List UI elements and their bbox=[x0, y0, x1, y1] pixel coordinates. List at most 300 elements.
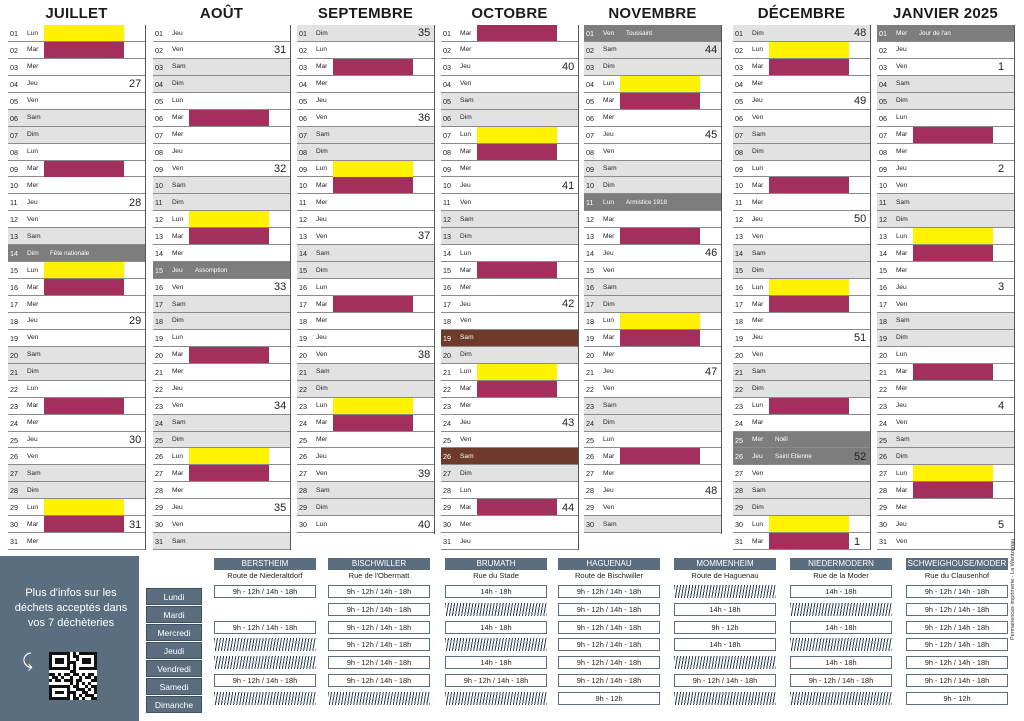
day-of-week: Dim bbox=[172, 317, 184, 325]
opening-hours: 9h - 12h / 14h - 18h bbox=[906, 603, 1008, 616]
day-row bbox=[733, 194, 870, 211]
day-number: 01 bbox=[299, 29, 307, 38]
day-number: 22 bbox=[586, 384, 594, 394]
day-number: 07 bbox=[735, 130, 743, 140]
day-number: 02 bbox=[586, 45, 594, 55]
day-row bbox=[153, 127, 290, 144]
day-number: 15 bbox=[735, 266, 743, 276]
day-row bbox=[8, 177, 145, 194]
day-number: 04 bbox=[10, 79, 18, 89]
day-of-week: Lun bbox=[896, 114, 908, 122]
red-collection-bar bbox=[44, 161, 124, 177]
day-number: 14 bbox=[155, 249, 163, 259]
month-column-décembre bbox=[733, 0, 870, 552]
yellow-collection-bar bbox=[769, 279, 849, 295]
day-row bbox=[8, 347, 145, 364]
week-number: 35 bbox=[274, 501, 287, 514]
day-number: 12 bbox=[735, 215, 743, 225]
site-address: Rue du Stade bbox=[473, 571, 519, 580]
day-row bbox=[584, 516, 721, 533]
yellow-collection-bar bbox=[44, 25, 124, 41]
weekday-label-samedi: Samedi bbox=[146, 678, 202, 695]
day-number: 16 bbox=[299, 283, 307, 293]
day-of-week: Mar bbox=[752, 537, 764, 545]
day-number: 30 bbox=[155, 520, 163, 530]
day-of-week: Lun bbox=[172, 97, 184, 105]
day-number: 19 bbox=[155, 333, 163, 343]
day-number: 03 bbox=[10, 62, 18, 72]
opening-hours: 9h - 12h / 14h - 18h bbox=[906, 621, 1008, 634]
column-divider bbox=[290, 25, 291, 550]
day-of-week: Mer bbox=[896, 503, 908, 511]
day-number: 06 bbox=[155, 113, 163, 123]
day-row bbox=[297, 482, 434, 499]
day-row bbox=[877, 262, 1014, 279]
day-of-week: Lun bbox=[27, 148, 39, 156]
day-number: 03 bbox=[299, 62, 307, 72]
day-row bbox=[733, 347, 870, 364]
day-number: 24 bbox=[10, 418, 18, 428]
day-row bbox=[441, 347, 578, 364]
day-of-week: Lun bbox=[752, 402, 764, 410]
day-number: 29 bbox=[735, 503, 743, 513]
month-column-janvier-2025 bbox=[877, 0, 1014, 552]
day-number: 14 bbox=[443, 249, 451, 259]
day-row bbox=[584, 76, 721, 93]
day-number: 03 bbox=[443, 62, 451, 72]
closed-hatch bbox=[214, 656, 316, 669]
day-number: 19 bbox=[586, 333, 594, 343]
day-of-week: Lun bbox=[27, 29, 39, 37]
week-number: 41 bbox=[562, 179, 575, 192]
day-number: 17 bbox=[879, 300, 887, 309]
printer-credit: Permanences imprimerie - La Wantzenau bbox=[1010, 538, 1016, 640]
day-number: 22 bbox=[299, 384, 307, 394]
day-number: 17 bbox=[10, 300, 18, 309]
qr-code-icon[interactable] bbox=[49, 652, 97, 700]
day-row bbox=[8, 313, 145, 330]
day-list bbox=[733, 25, 870, 550]
red-collection-bar bbox=[913, 127, 993, 143]
day-of-week: Mar bbox=[896, 486, 908, 494]
day-row bbox=[441, 330, 578, 347]
day-of-week: Jeu bbox=[316, 215, 327, 223]
day-of-week: Jeu bbox=[460, 63, 471, 71]
week-number: 4 bbox=[998, 399, 1005, 412]
day-row bbox=[584, 296, 721, 313]
day-of-week: Dim bbox=[603, 181, 615, 189]
qr-module bbox=[82, 697, 85, 700]
day-of-week: Ven bbox=[603, 503, 615, 511]
day-row bbox=[153, 499, 290, 516]
day-of-week: Mer bbox=[460, 165, 472, 172]
site-address: Route de Haguenau bbox=[691, 571, 759, 580]
day-of-week: Dim bbox=[896, 334, 908, 342]
day-of-week: Ven bbox=[460, 317, 472, 325]
day-row bbox=[877, 25, 1014, 42]
day-number: 09 bbox=[879, 164, 887, 174]
day-of-week: Mar bbox=[460, 503, 472, 511]
day-number: 18 bbox=[586, 316, 594, 326]
day-of-week: Jeu bbox=[172, 266, 183, 274]
day-row bbox=[584, 177, 721, 194]
day-number: 01 bbox=[155, 29, 163, 38]
day-number: 11 bbox=[735, 198, 743, 208]
day-number: 23 bbox=[735, 401, 743, 411]
site-address: Route de Niederaltdorf bbox=[227, 571, 303, 580]
day-row bbox=[8, 482, 145, 499]
day-row bbox=[584, 398, 721, 415]
day-row bbox=[584, 432, 721, 449]
day-row bbox=[153, 245, 290, 262]
day-of-week: Jeu bbox=[172, 503, 183, 511]
day-number: 05 bbox=[586, 96, 594, 106]
day-of-week: Sam bbox=[896, 198, 910, 206]
day-of-week: Mer bbox=[172, 249, 184, 257]
day-row bbox=[441, 313, 578, 330]
day-of-week: Sam bbox=[27, 351, 41, 359]
day-of-week: Sam bbox=[603, 283, 617, 291]
day-number: 29 bbox=[443, 503, 451, 513]
red-collection-bar bbox=[913, 482, 993, 498]
day-row bbox=[8, 127, 145, 144]
day-number: 03 bbox=[735, 62, 743, 72]
opening-hours: 9h - 12h / 14h - 18h bbox=[674, 674, 776, 687]
day-of-week: Mer bbox=[172, 486, 184, 494]
day-of-week: Jeu bbox=[752, 97, 763, 105]
day-number: 06 bbox=[879, 113, 887, 123]
day-row bbox=[733, 25, 870, 42]
day-of-week: Ven bbox=[752, 469, 764, 477]
day-of-week: Ven bbox=[316, 469, 328, 477]
day-of-week: Ven bbox=[27, 97, 39, 105]
day-number: 08 bbox=[735, 147, 743, 157]
curved-arrow-icon: ⤹ bbox=[22, 651, 33, 671]
day-of-week: Ven bbox=[603, 385, 615, 393]
day-number: 25 bbox=[10, 435, 18, 445]
day-row bbox=[8, 144, 145, 161]
month-title: JANVIER 2025 bbox=[893, 5, 998, 22]
day-number: 02 bbox=[735, 45, 743, 55]
day-row bbox=[8, 432, 145, 449]
day-row bbox=[441, 25, 578, 42]
day-number: 24 bbox=[299, 418, 307, 428]
day-row bbox=[584, 279, 721, 296]
day-of-week: Mar bbox=[460, 148, 472, 156]
day-number: 28 bbox=[10, 486, 18, 496]
day-row bbox=[297, 516, 434, 533]
day-row bbox=[153, 448, 290, 465]
day-of-week: Sam bbox=[896, 80, 910, 88]
opening-hours: 9h - 12h / 14h - 18h bbox=[558, 621, 660, 634]
day-of-week: Mar bbox=[460, 29, 472, 37]
day-row bbox=[8, 296, 145, 313]
day-row bbox=[877, 398, 1014, 415]
day-number: 22 bbox=[879, 384, 887, 394]
day-of-week: Mar bbox=[603, 215, 615, 223]
qr-module bbox=[88, 688, 91, 691]
week-number: 52 bbox=[854, 450, 867, 463]
day-row bbox=[8, 211, 145, 228]
day-of-week: Dim bbox=[27, 368, 39, 376]
day-row bbox=[153, 161, 290, 178]
day-of-week: Mer bbox=[896, 29, 908, 37]
opening-hours: 14h - 18h bbox=[674, 638, 776, 651]
day-of-week: Mer bbox=[603, 351, 615, 359]
day-number: 20 bbox=[155, 350, 163, 360]
day-row bbox=[584, 194, 721, 211]
day-number: 23 bbox=[155, 401, 163, 411]
opening-hours: 9h - 12h / 14h - 18h bbox=[558, 585, 660, 598]
day-of-week: Mer bbox=[316, 317, 328, 325]
day-row bbox=[297, 330, 434, 347]
opening-hours: 9h - 12h / 14h - 18h bbox=[906, 585, 1008, 598]
day-number: 07 bbox=[299, 130, 307, 140]
day-of-week: Dim bbox=[752, 148, 764, 156]
day-of-week: Lun bbox=[896, 351, 908, 359]
weekday-label-jeudi: Jeudi bbox=[146, 642, 202, 659]
day-of-week: Sam bbox=[752, 486, 766, 494]
day-number: 18 bbox=[155, 316, 163, 326]
day-number: 25 bbox=[586, 435, 594, 445]
day-row bbox=[297, 42, 434, 59]
day-of-week: Dim bbox=[752, 503, 764, 511]
day-of-week: Mar bbox=[172, 351, 184, 359]
day-of-week: Ven bbox=[172, 402, 184, 410]
day-row bbox=[153, 110, 290, 127]
day-number: 18 bbox=[735, 316, 743, 326]
day-number: 26 bbox=[443, 452, 451, 462]
day-row bbox=[297, 59, 434, 76]
day-number: 14 bbox=[586, 249, 594, 259]
day-of-week: Ven bbox=[896, 419, 908, 427]
week-number: 45 bbox=[705, 128, 718, 141]
day-number: 09 bbox=[155, 164, 163, 174]
day-row bbox=[584, 262, 721, 279]
day-row bbox=[441, 364, 578, 381]
day-number: 22 bbox=[443, 384, 451, 394]
day-row bbox=[584, 330, 721, 347]
red-collection-bar bbox=[477, 144, 557, 160]
day-row bbox=[584, 228, 721, 245]
day-of-week: Ven bbox=[27, 334, 39, 342]
day-number: 20 bbox=[299, 350, 307, 360]
day-row bbox=[8, 262, 145, 279]
day-number: 23 bbox=[10, 401, 18, 411]
closed-hatch bbox=[790, 638, 892, 651]
day-row bbox=[441, 482, 578, 499]
day-number: 21 bbox=[10, 367, 18, 377]
day-row bbox=[153, 59, 290, 76]
day-of-week: Mer bbox=[27, 181, 39, 189]
yellow-collection-bar bbox=[44, 499, 124, 515]
day-number: 04 bbox=[735, 79, 743, 89]
day-of-week: Jeu bbox=[172, 29, 183, 37]
day-of-week: Ven bbox=[752, 114, 764, 122]
day-of-week: Jeu bbox=[752, 452, 763, 460]
day-of-week: Ven bbox=[603, 266, 615, 274]
day-row bbox=[8, 42, 145, 59]
month-title: SEPTEMBRE bbox=[317, 5, 414, 22]
day-number: 19 bbox=[10, 333, 18, 343]
month-title: AOÛT bbox=[199, 5, 244, 22]
day-list bbox=[441, 25, 578, 550]
day-number: 23 bbox=[299, 401, 307, 411]
day-number: 06 bbox=[10, 113, 18, 123]
closed-hatch bbox=[445, 603, 547, 616]
opening-hours: 9h - 12h bbox=[906, 692, 1008, 705]
day-number: 10 bbox=[879, 181, 887, 191]
day-of-week: Mer bbox=[896, 266, 908, 274]
day-number: 09 bbox=[299, 164, 307, 174]
day-list bbox=[877, 25, 1014, 550]
day-of-week: Jeu bbox=[460, 537, 471, 545]
day-of-week: Dim bbox=[460, 114, 472, 122]
yellow-collection-bar bbox=[189, 211, 269, 227]
day-number: 18 bbox=[443, 316, 451, 326]
day-of-week: Ven bbox=[460, 198, 472, 206]
day-number: 21 bbox=[586, 367, 594, 377]
day-row bbox=[441, 144, 578, 161]
day-row bbox=[297, 381, 434, 398]
day-row bbox=[441, 110, 578, 127]
weekday-column bbox=[146, 588, 202, 714]
day-of-week: Ven bbox=[27, 215, 39, 223]
opening-hours: 14h - 18h bbox=[445, 621, 547, 634]
day-row bbox=[733, 279, 870, 296]
day-number: 28 bbox=[735, 486, 743, 496]
day-row bbox=[297, 364, 434, 381]
day-number: 11 bbox=[586, 198, 594, 208]
day-of-week: Sam bbox=[172, 537, 186, 545]
yellow-collection-bar bbox=[620, 313, 700, 329]
yellow-collection-bar bbox=[333, 161, 413, 177]
day-of-week: Dim bbox=[172, 436, 184, 443]
day-of-week: Sam bbox=[896, 436, 910, 443]
closed-hatch bbox=[214, 692, 316, 705]
day-row bbox=[441, 432, 578, 449]
day-of-week: Sam bbox=[752, 368, 766, 376]
week-number: 47 bbox=[705, 366, 718, 378]
qr-module bbox=[76, 658, 79, 661]
day-row bbox=[297, 110, 434, 127]
day-of-week: Mar bbox=[172, 232, 184, 240]
day-of-week: Lun bbox=[27, 385, 39, 393]
opening-hours: 9h - 12h / 14h - 18h bbox=[328, 656, 430, 669]
red-collection-bar bbox=[620, 448, 700, 464]
closed-hatch bbox=[674, 656, 776, 669]
day-of-week: Lun bbox=[27, 266, 39, 274]
day-number: 28 bbox=[299, 486, 307, 496]
day-of-week: Mar bbox=[752, 419, 764, 427]
day-of-week: Mar bbox=[603, 452, 615, 460]
week-number: 3 bbox=[998, 281, 1005, 294]
day-number: 01 bbox=[443, 29, 451, 38]
day-of-week: Dim bbox=[460, 232, 472, 240]
day-of-week: Jeu bbox=[316, 97, 327, 105]
red-collection-bar bbox=[477, 381, 557, 397]
week-number: 49 bbox=[854, 94, 867, 107]
day-number: 25 bbox=[735, 435, 743, 445]
day-row bbox=[8, 194, 145, 211]
day-row bbox=[733, 177, 870, 194]
day-of-week: Ven bbox=[316, 232, 328, 240]
day-number: 11 bbox=[155, 198, 163, 208]
day-row bbox=[441, 93, 578, 110]
day-of-week: Mar bbox=[316, 63, 328, 71]
site-schweighouse-moder bbox=[906, 558, 1008, 710]
day-of-week: Mer bbox=[27, 300, 39, 308]
day-number: 16 bbox=[10, 283, 18, 293]
day-row bbox=[733, 499, 870, 516]
day-of-week: Lun bbox=[316, 165, 328, 172]
day-number: 03 bbox=[879, 62, 887, 72]
qr-module bbox=[58, 679, 61, 682]
opening-hours: 9h - 12h / 14h - 18h bbox=[214, 674, 316, 687]
red-collection-bar bbox=[44, 398, 124, 414]
day-row bbox=[877, 415, 1014, 432]
day-number: 25 bbox=[879, 435, 887, 445]
day-row bbox=[8, 228, 145, 245]
closed-hatch bbox=[674, 585, 776, 598]
day-of-week: Dim bbox=[316, 503, 328, 511]
day-number: 05 bbox=[879, 96, 887, 106]
day-of-week: Mer bbox=[896, 385, 908, 393]
qr-module bbox=[49, 679, 52, 682]
day-row bbox=[584, 415, 721, 432]
day-row bbox=[297, 177, 434, 194]
day-number: 04 bbox=[879, 79, 887, 89]
day-row bbox=[297, 279, 434, 296]
day-row bbox=[441, 448, 578, 465]
week-number: 48 bbox=[705, 484, 718, 497]
day-of-week: Sam bbox=[460, 97, 474, 105]
day-number: 07 bbox=[10, 130, 18, 140]
day-row bbox=[733, 313, 870, 330]
day-of-week: Jeu bbox=[603, 131, 614, 139]
day-number: 16 bbox=[155, 283, 163, 293]
opening-hours: 9h - 12h bbox=[674, 621, 776, 634]
day-number: 20 bbox=[735, 350, 743, 360]
day-of-week: Ven bbox=[172, 283, 184, 291]
day-of-week: Mer bbox=[27, 63, 39, 71]
day-row bbox=[8, 516, 145, 533]
day-number: 12 bbox=[155, 215, 163, 225]
day-row bbox=[584, 127, 721, 144]
day-number: 14 bbox=[735, 249, 743, 259]
qr-module bbox=[61, 661, 64, 664]
week-number: 27 bbox=[129, 77, 142, 90]
day-row bbox=[297, 194, 434, 211]
day-row bbox=[441, 516, 578, 533]
day-of-week: Jeu bbox=[896, 520, 907, 528]
holiday-name: Saint Etienne bbox=[775, 452, 812, 460]
day-number: 30 bbox=[879, 520, 887, 530]
day-row bbox=[584, 364, 721, 381]
day-row bbox=[877, 59, 1014, 76]
day-of-week: Mer bbox=[316, 80, 328, 88]
day-row bbox=[8, 25, 145, 42]
day-row bbox=[8, 245, 145, 262]
holiday-name: Toussaint bbox=[626, 29, 653, 37]
day-number: 25 bbox=[443, 435, 451, 445]
opening-hours: 9h - 12h / 14h - 18h bbox=[214, 585, 316, 598]
day-row bbox=[733, 465, 870, 482]
day-of-week: Jeu bbox=[896, 165, 907, 172]
day-of-week: Ven bbox=[172, 520, 184, 528]
site-name: MOMMENHEIM bbox=[674, 558, 776, 570]
week-number: 38 bbox=[418, 349, 431, 362]
